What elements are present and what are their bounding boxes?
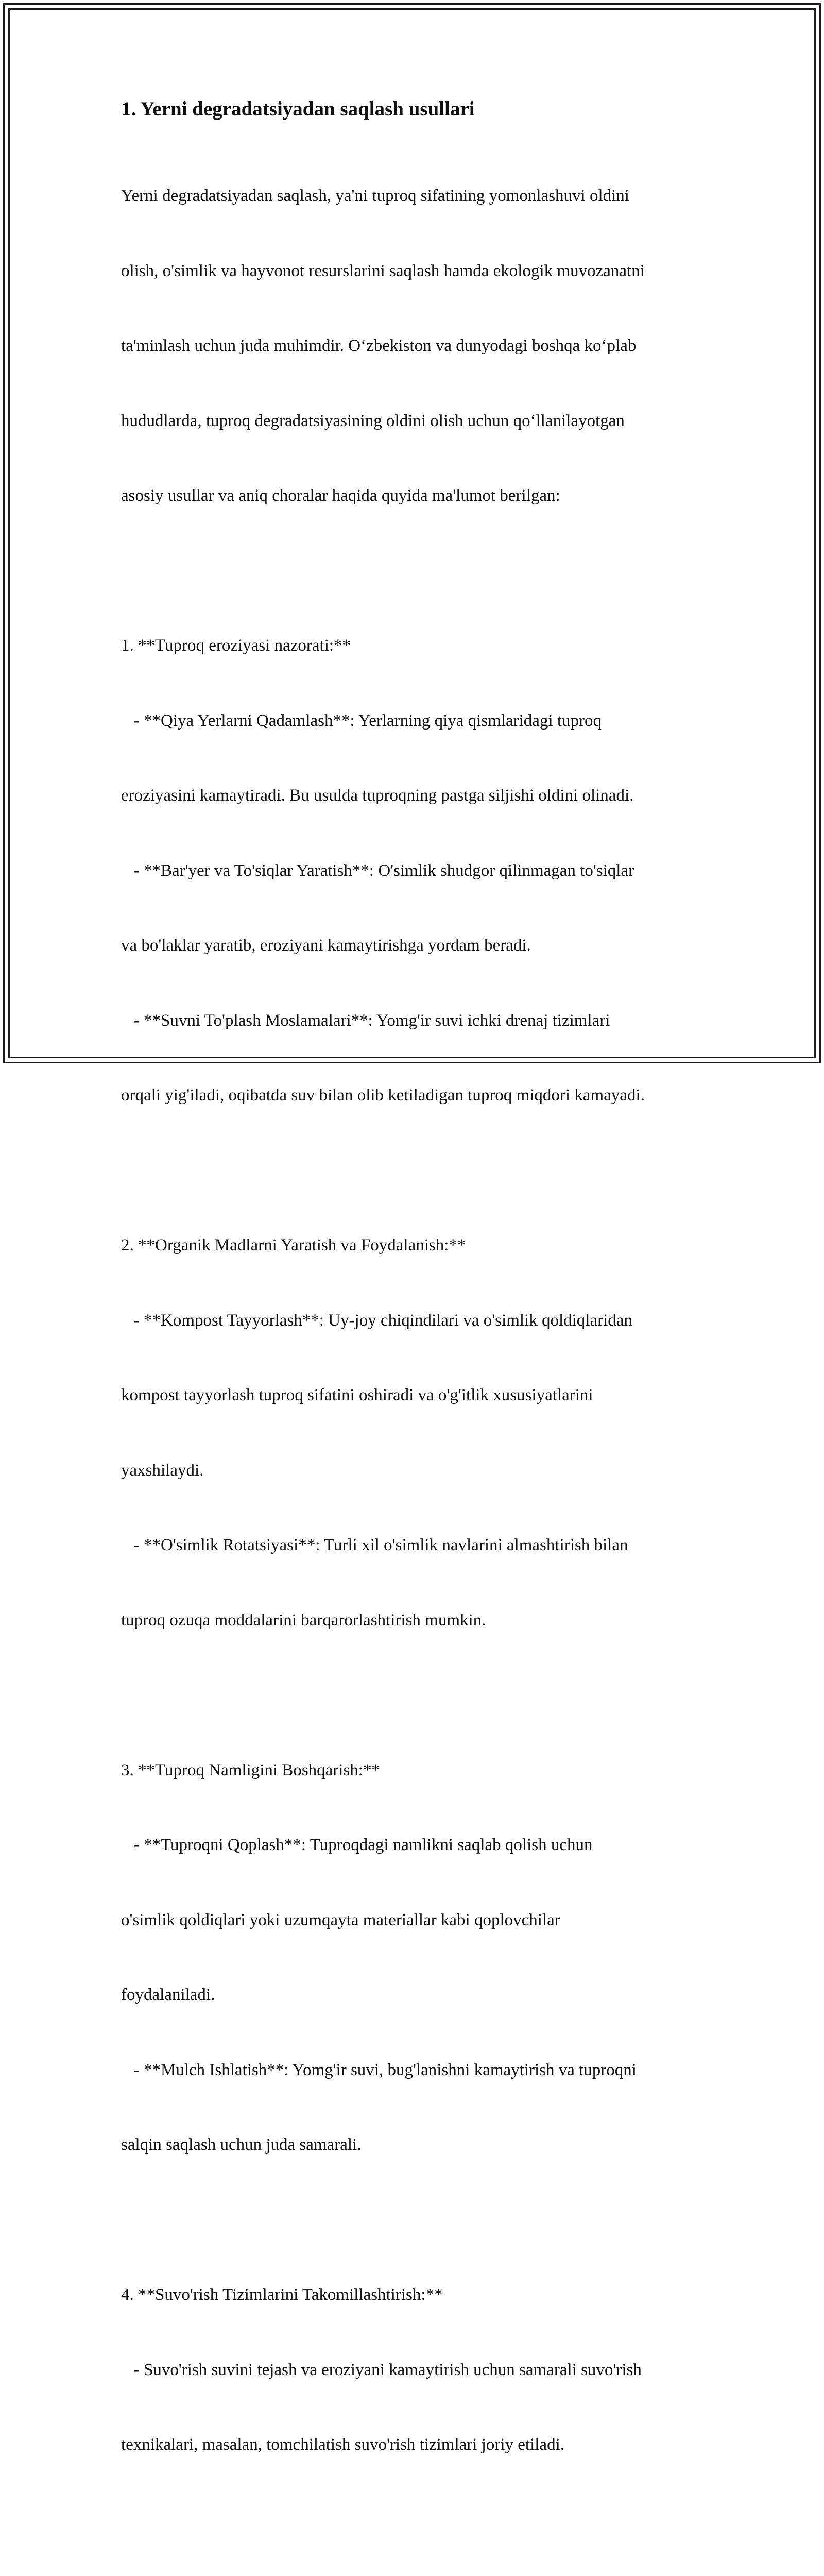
section-heading: 1. **Tuproq eroziyasi nazorati:** xyxy=(121,636,351,655)
section-line: - **Suvni To'plash Moslamalari**: Yomg'ir suvi ichki drenaj tizimlari xyxy=(121,1011,610,1030)
section-line: tuproq ozuqa moddalarini barqarorlashtirish mumkin. xyxy=(121,1611,486,1630)
section-line: texnikalari, masalan, tomchilatish suvo'rish tizimlari joriy etiladi. xyxy=(121,2435,564,2454)
section-line: - **O'simlik Rotatsiyasi**: Turli xil o'simlik navlarini almashtirish bilan xyxy=(121,1536,628,1554)
intro-paragraph xyxy=(121,133,718,558)
section-line: kompost tayyorlash tuproq sifatini oshiradi va o'g'itlik xususiyatlarini xyxy=(121,1386,593,1404)
paragraph-gap xyxy=(121,2507,718,2533)
intro-line: hududlarda, tuproq degradatsiyasining oldini olish uchun qo‘llanilayotgan xyxy=(121,411,625,430)
document-title: 1. Yerni degradatsiyadan saqlash usullari xyxy=(121,98,475,120)
section-line: - Suvo'rish suvini tejash va eroziyani kamaytirish uchun samarali suvo'rish xyxy=(121,2360,642,2379)
paragraph-gap xyxy=(121,1158,718,1183)
section-heading: 3. **Tuproq Namligini Boshqarish:** xyxy=(121,1760,380,1780)
document-body xyxy=(121,95,718,2576)
intro-line: Yerni degradatsiyadan saqlash, ya'ni tuproq sifatining yomonlashuvi oldini xyxy=(121,187,629,205)
section-1 xyxy=(121,583,718,1158)
section-line: - **Bar'yer va To'siqlar Yaratish**: O'simlik shudgor qilinmagan to'siqlar xyxy=(121,861,634,880)
section-line: foydalaniladi. xyxy=(121,1986,215,2004)
section-heading: 4. **Suvo'rish Tizimlarini Takomillashtirish:** xyxy=(121,2285,443,2304)
section-line: - **Qiya Yerlarni Qadamlash**: Yerlarning qiya qismlaridagi tuproq xyxy=(121,711,602,730)
section-line: yaxshilaydi. xyxy=(121,1461,204,1480)
section-3 xyxy=(121,1708,718,2208)
section-line: eroziyasini kamaytiradi. Bu usulda tuproqning pastga siljishi oldini olinadi. xyxy=(121,786,634,805)
paragraph-gap xyxy=(121,2208,718,2233)
section-line: salqin saqlash uchun juda samarali. xyxy=(121,2136,362,2154)
section-line: - **Tuproqni Qoplash**: Tuproqdagi namlikni saqlab qolish uchun xyxy=(121,1836,593,1854)
section-line: va bo'laklar yaratib, eroziyani kamaytirishga yordam beradi. xyxy=(121,936,531,955)
section-4 xyxy=(121,2232,718,2507)
intro-line: ta'minlash uchun juda muhimdir. O‘zbekiston va dunyodagi boshqa ko‘plab xyxy=(121,336,637,355)
paragraph-gap xyxy=(121,1683,718,1708)
section-line: orqali yig'iladi, oqibatda suv bilan olib ketiladigan tuproq miqdori kamayadi. xyxy=(121,1086,645,1105)
section-2 xyxy=(121,1183,718,1683)
section-line: - **Mulch Ishlatish**: Yomg'ir suvi, bug'lanishni kamaytirish va tuproqni xyxy=(121,2060,637,2079)
section-line: - **Kompost Tayyorlash**: Uy-joy chiqindilari va o'simlik qoldiqlaridan xyxy=(121,1311,632,1330)
section-5 xyxy=(121,2532,718,2576)
section-heading: 2. **Organik Madlarni Yaratish va Foydalanish:** xyxy=(121,1236,466,1255)
intro-line: asosiy usullar va aniq choralar haqida quyida ma'lumot berilgan: xyxy=(121,486,560,505)
section-line: o'simlik qoldiqlari yoki uzumqayta materiallar kabi qoplovchilar xyxy=(121,1910,560,1929)
paragraph-gap xyxy=(121,558,718,584)
intro-line: olish, o'simlik va hayvonot resurslarini saqlash hamda ekologik muvozanatni xyxy=(121,261,645,280)
